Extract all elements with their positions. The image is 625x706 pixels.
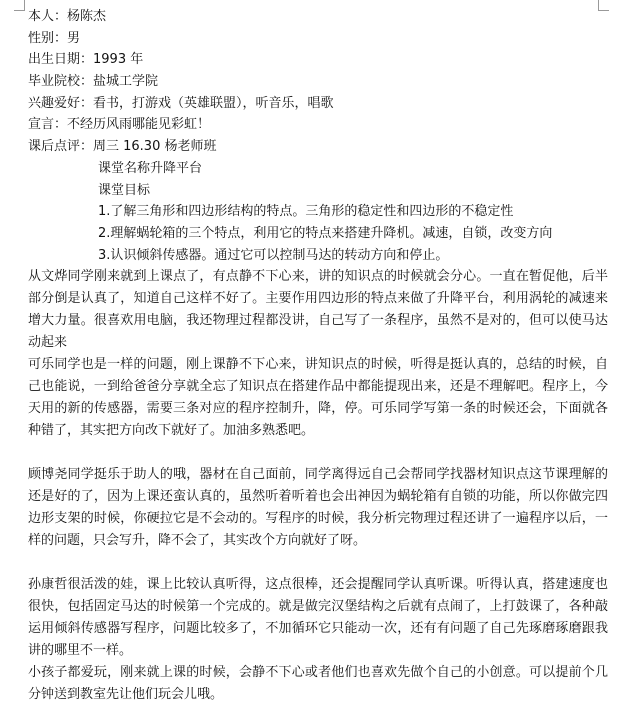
lesson-goal-1: 1.了解三角形和四边形结构的特点。三角形的稳定性和四边形的不稳定性: [98, 204, 514, 220]
profile-school: 毕业院校：盐城工学院: [28, 74, 159, 90]
document-body: [28, 6, 608, 706]
comment-paragraph-5: 小孩子都爱玩，刚来就上课的时候，会静不下心或者他们也喜欢先做个自己的小创意。可以提前个几分钟送到教室先让他们玩会儿哦。: [28, 665, 608, 703]
lesson-goal-3: 3.认识倾斜传感器。通过它可以控制马达的转动方向和停止。: [98, 247, 449, 263]
comment-paragraph-2: 可乐同学也是一样的问题，刚上课静不下心来，讲知识点的时候，听得是挺认真的，总结的时候，自己也能说，一到给爸爸分享就全忘了知识点在搭建作品中都能提现出来，还是不理解吧。程序上，今天用的新的传感器，需要三条对应的程序控制升，降，停。可乐同学写第一条的时候还会，下面就各种错了，其实把方向改下就好了。加油多熟悉吧。: [28, 357, 608, 439]
profile-birth: 出生日期：1993 年: [28, 52, 144, 68]
comment-paragraph-4: 孙康哲很活泼的娃，课上比较认真听得，这点很棒，还会提醒同学认真听课。听得认真，搭建速度也很快，包括固定马达的时候第一个完成的。就是做完汉堡结构之后就有点闹了，上打鼓课了，各种敲运用倾斜传感器写程序，问题比较多了，不加循环它只能动一次，还有有问题了自己先琢磨琢磨跟我讲的哪里不一样。: [28, 577, 608, 659]
comment-paragraph-3: 顾博尧同学挺乐于助人的哦，器材在自己面前，同学离得远自己会帮同学找器材知识点这节课理解的还是好的了，因为上课还蛮认真的，虽然听着听着也会出神因为蜗轮箱有自锁的功能，所以你做完四边形支架的时候，你硬拉它是不会动的。写程序的时候，我分析完物理过程还讲了一遍程序以后，一样的问题，只会写升，降不会了，其实改个方向就好了呀。: [28, 467, 608, 549]
lesson-goal-2: 2.理解蜗轮箱的三个特点，利用它的特点来搭建升降机。减速，自锁，改变方向: [98, 225, 553, 241]
blank-line: [28, 442, 608, 464]
lesson-goal-heading: 课堂目标: [98, 182, 151, 198]
margin-corner-mark-left: [14, 0, 25, 11]
profile-review: 课后点评：周三 16.30 杨老师班: [28, 139, 217, 155]
comment-paragraph-1: 从文烨同学刚来就到上课点了，有点静不下心来，讲的知识点的时候就会分心。一直在暂促他，后半部分倒是认真了，知道自己这样不好了。主要作用四边形的特点来做了升降平台，利用涡轮的减速来增大力量。很喜欢用电脑，我还物理过程都没讲，自己写了一条程序，虽然不是对的，但可以使马达动起来: [28, 269, 608, 351]
profile-name: 本人：杨陈杰: [28, 9, 107, 24]
profile-motto: 宣言：不经历风雨哪能见彩虹！: [28, 117, 211, 133]
lesson-name: 课堂名称升降平台: [98, 160, 203, 176]
profile-hobbies: 兴趣爱好：看书，打游戏（英雄联盟），听音乐，唱歌: [28, 95, 334, 111]
profile-gender: 性别：男: [28, 30, 81, 46]
blank-line: [28, 552, 608, 574]
